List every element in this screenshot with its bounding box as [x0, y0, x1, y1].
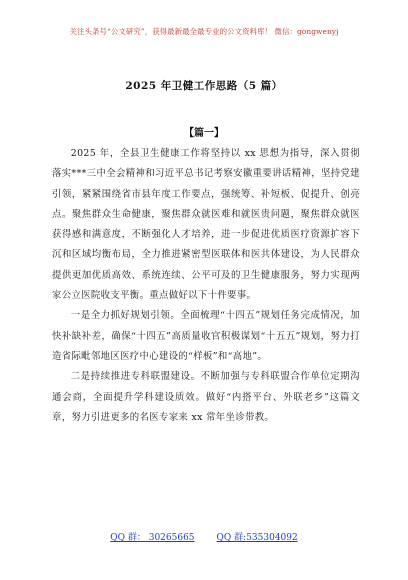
paragraph: 2025 年，全县卫生健康工作将坚持以 xx 思想为指导，深入贯彻落实***三中全会精神和习近平总书记考察安徽重要讲话精神，坚持党建引领，紧紧围绕省市县年度工作要点，强统筹、补短板、促提升、创亮点。聚焦群众生命健康，聚焦群众就医难和就医贵问题，聚焦群众就医获得感和满意度，不断强化人才培养，进一步促进优质医疗资源扩容下沉和区域均衡布局，全力推进紧密型医联体和医共体建设，为人民群众提供更加优质高效、系统连续、公平可及的卫生健康服务，努力实现两家公立医院收支平衡。重点做好以下十件要事。	[52, 148, 360, 302]
paragraph: 一是全力抓好规划引领。全面梳理“十四五”规划任务完成情况，加快补缺补差，确保“十四五”高质量收官积极谋划“十五五”规划，努力打造省际毗邻地区医疗中心建设的“样板”和“高地”。	[52, 310, 360, 362]
qq-group-link-1[interactable]: QQ 群： 30265665	[110, 533, 195, 543]
section-heading: 【篇一】	[184, 128, 224, 139]
footer	[0, 530, 408, 543]
qq-group-link-2[interactable]: QQ 群:535304092	[216, 533, 298, 543]
paragraph: 二是持续推进专科联盟建设。不断加强与专科联盟合作单位定期沟通会商，全面提升学科建设质效。做好“内搭平台、外联老乡”这篇文章，努力引进更多的名医专家来 xx 常年坐诊带教。	[52, 371, 360, 423]
document-title: 2025 年卫健工作思路（5 篇）	[125, 80, 283, 92]
document-body	[52, 144, 360, 428]
header-notice: 关注头条号“公文研究”，获得最新最全最专业的公文资料库！ 微信：gongwenyj	[69, 27, 339, 36]
